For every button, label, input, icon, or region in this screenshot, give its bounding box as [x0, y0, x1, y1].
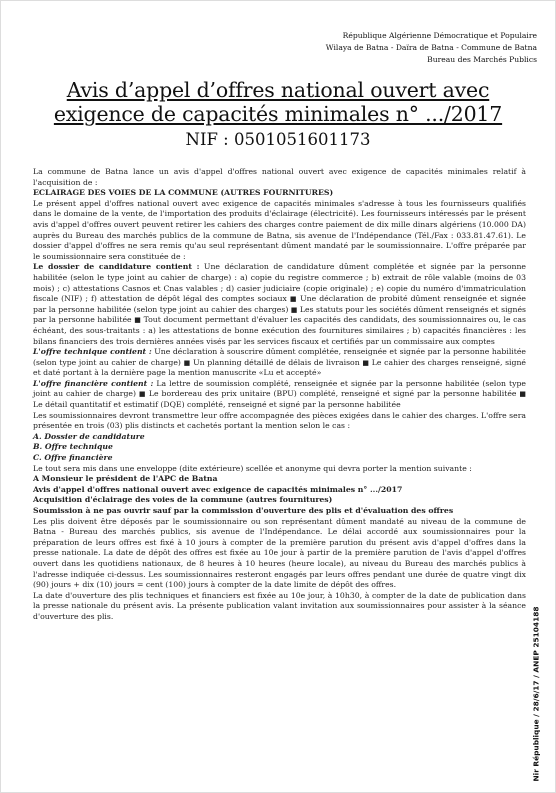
- intro-paragraph: La commune de Batna lance un avis d'appel d'offres national ouvert avec exigence de capacités minimales relatif à l'acquisition de :: [33, 167, 526, 187]
- notice-title: [1, 78, 555, 126]
- mention-addressee: A Monsieur le président de l'APC de Batna: [33, 474, 218, 484]
- dossier-text-4: Tout document permettant d'évaluer les capacités des candidats, des soumissionnaires ou, le cas échéant, des sous-traitants : a) les attestations de bonne exécution des fournitures similaires ; b) capacités financières : les bilans financiers des trois dernières années visés par les services fiscaux et certifiés par un commissaire aux comptes: [33, 315, 526, 346]
- dossier-label: Le dossier de candidature contient :: [33, 262, 200, 272]
- offre-financiere-text-2: Le bordereau des prix unitaire (BPU) complété, renseigné et signé par la personne habilitée: [146, 389, 520, 399]
- mention-notice: Avis d'appel d'offres national ouvert avec exigence de capacités minimales n° .../2017: [33, 484, 403, 494]
- list-item-offre-technique: B. Offre technique: [33, 442, 113, 452]
- issuer-header: [326, 30, 537, 65]
- publication-reference: [531, 601, 541, 786]
- dossier-paragraph: [33, 262, 526, 347]
- presentation-paragraph: Le présent appel d'offres national ouvert avec exigence de capacités minimales s'adresse à tous les fournisseurs qualifiés dans le domaine de la vente, de l'importation des produits d'éclairage (électricité). Les fournisseurs intéressés par le présent avis d'appel d'offres ouvert peuvent retirer les cahiers des charges contre paiement de dix mille dinars algériens (10.000 DA) auprès du Bureau des marchés publics de la commune de Batna, sis avenue de l'Indépendance (Tél./Fax : 033.81.47.61). Le dossier d'appel d'offres ne sera remis qu'au seul représentant dûment mandaté par le soumissionnaire. L'offre préparée par le soumissionnaire sera constituée de :: [33, 198, 526, 261]
- opening-paragraph: La date d'ouverture des plis techniques et financiers est fixée au 10e jour, à 10h30, à compter de la date de publication dans la presse nationale du présent avis. La présente publication valant invitation aux soumissionnaires pour assister à la séance d'ouverture des plis.: [33, 590, 526, 621]
- object-heading: ECLAIRAGE DES VOIES DE LA COMMUNE (AUTRES FOURNITURES): [33, 188, 334, 198]
- offre-technique-text-2: Un planning détaillé de délais de livraison: [190, 357, 363, 367]
- header-bureau: Bureau des Marchés Publics: [427, 54, 537, 64]
- bullet-square: ■: [183, 358, 191, 367]
- bullet-square: ■: [289, 295, 298, 304]
- notice-body: [33, 167, 526, 623]
- title-line-2: exigence de capacités minimales n° .../2017: [53, 102, 503, 126]
- mention-object: Acquisition d'éclairage des voies de la commune (autres fournitures): [33, 495, 333, 505]
- nif-number: NIF : 0501051601173: [185, 130, 371, 149]
- envelopes-paragraph: Les soumissionnaires devront transmettre leur offre accompagnée des pièces exigées dans le cahier des charges. L'offre sera présentée en trois (03) plis distincts et cachetés portant la mention selon le cas :: [33, 410, 526, 431]
- header-wilaya: Wilaya de Batna - Daïra de Batna - Commune de Batna: [325, 42, 537, 52]
- offre-technique-label: L'offre technique contient :: [33, 347, 152, 357]
- bullet-square: ■: [290, 305, 298, 314]
- offre-financiere-text-3: Le détail quantitatif et estimatif (DQE) complété, renseigné et signé par la personne habilitée: [33, 400, 401, 410]
- publication-reference-text: Nir République / 28/6/17 / ANEP 25104188: [531, 606, 541, 781]
- offre-technique-paragraph: [33, 347, 526, 379]
- offre-financiere-label: L'offre financière contient :: [33, 378, 154, 388]
- offre-technique-text-1: Une déclaration à souscrire dûment complétée, renseignée et signée par la personne habilitée (selon type joint au cahier de charge): [33, 347, 526, 367]
- bullet-square: ■: [519, 390, 526, 399]
- list-item-dossier: A. Dossier de candidature: [33, 431, 145, 441]
- dossier-text-3: Les statuts pour les sociétés dûment renseignés et signés par la personne habilitée: [33, 304, 526, 325]
- scan-watermark: ​: [168, 373, 193, 471]
- offre-financiere-paragraph: [33, 379, 526, 411]
- bullet-square: ■: [362, 358, 370, 367]
- outer-envelope-paragraph: Le tout sera mis dans une enveloppe (dite extérieure) scellée et anonyme qui devra porter la mention suivante :: [33, 463, 472, 473]
- mention-do-not-open: Soumission à ne pas ouvrir sauf par la commission d'ouverture des plis et d'évaluation des offres: [33, 506, 454, 515]
- offre-financiere-text-1: La lettre de soumission complété, renseignée et signée par la personne habilitée (selon type joint au cahier de charge): [33, 378, 526, 399]
- deposit-paragraph: Les plis doivent être déposés par le soumissionnaire ou son représentant dûment mandaté au niveau de la commune de Batna - Bureau des marchés publics, sis avenue de l'Indépendance. Le délai accordé aux soumissionnaires pour la préparation de leurs offres est fixé à 10 jours à compter de la première parution du présent avis d'appel d'offres dans la presse nationale. La date de dépôt des offres est fixée au 10e jour à partir de la première parution de l'avis d'appel d'offres ouvert dans les quotidiens nationaux, de 8 heures à 10 heures (heure locale), au niveau du Bureau des marchés publics à l'adresse indiquée ci-dessus. Les soumissionnaires resteront engagés par leurs offres pendant une durée de quatre vingt dix (90) jours + dix (10) jours = cent (100) jours à compter de la date limite de dépôt des offres.: [33, 516, 526, 590]
- header-republic: République Algérienne Démocratique et Populaire: [342, 31, 537, 40]
- dossier-text-2: Une déclaration de probité dûment renseignée et signée par la personne habilitée (selon type joint au cahier des charges): [33, 294, 526, 314]
- list-item-offre-financiere: C. Offre financière: [33, 453, 113, 463]
- dossier-text-1: Une déclaration de candidature dûment complétée et signée par la personne habilitée (selon le type joint au cahier de charge) : a) copie du registre commerce ; b) extrait de rôle valable (moins de 03 mois) ; c) attestations Casnos et Cnas valables ; d) casier judiciaire (copie originale) ; e) copie du numéro d'immatriculation fiscale (NIF) ; f) attestation de dépôt légal des comptes sociaux: [33, 262, 526, 304]
- bullet-square: ■: [134, 316, 141, 325]
- bullet-square: ■: [138, 390, 146, 399]
- offre-technique-text-3: Le cahier des charges renseigné, signé et daté portant à la dernière page la mention manuscrite «Lu et accepté»: [33, 357, 527, 378]
- title-line-1: Avis d’appel d’offres national ouvert avec: [66, 78, 490, 102]
